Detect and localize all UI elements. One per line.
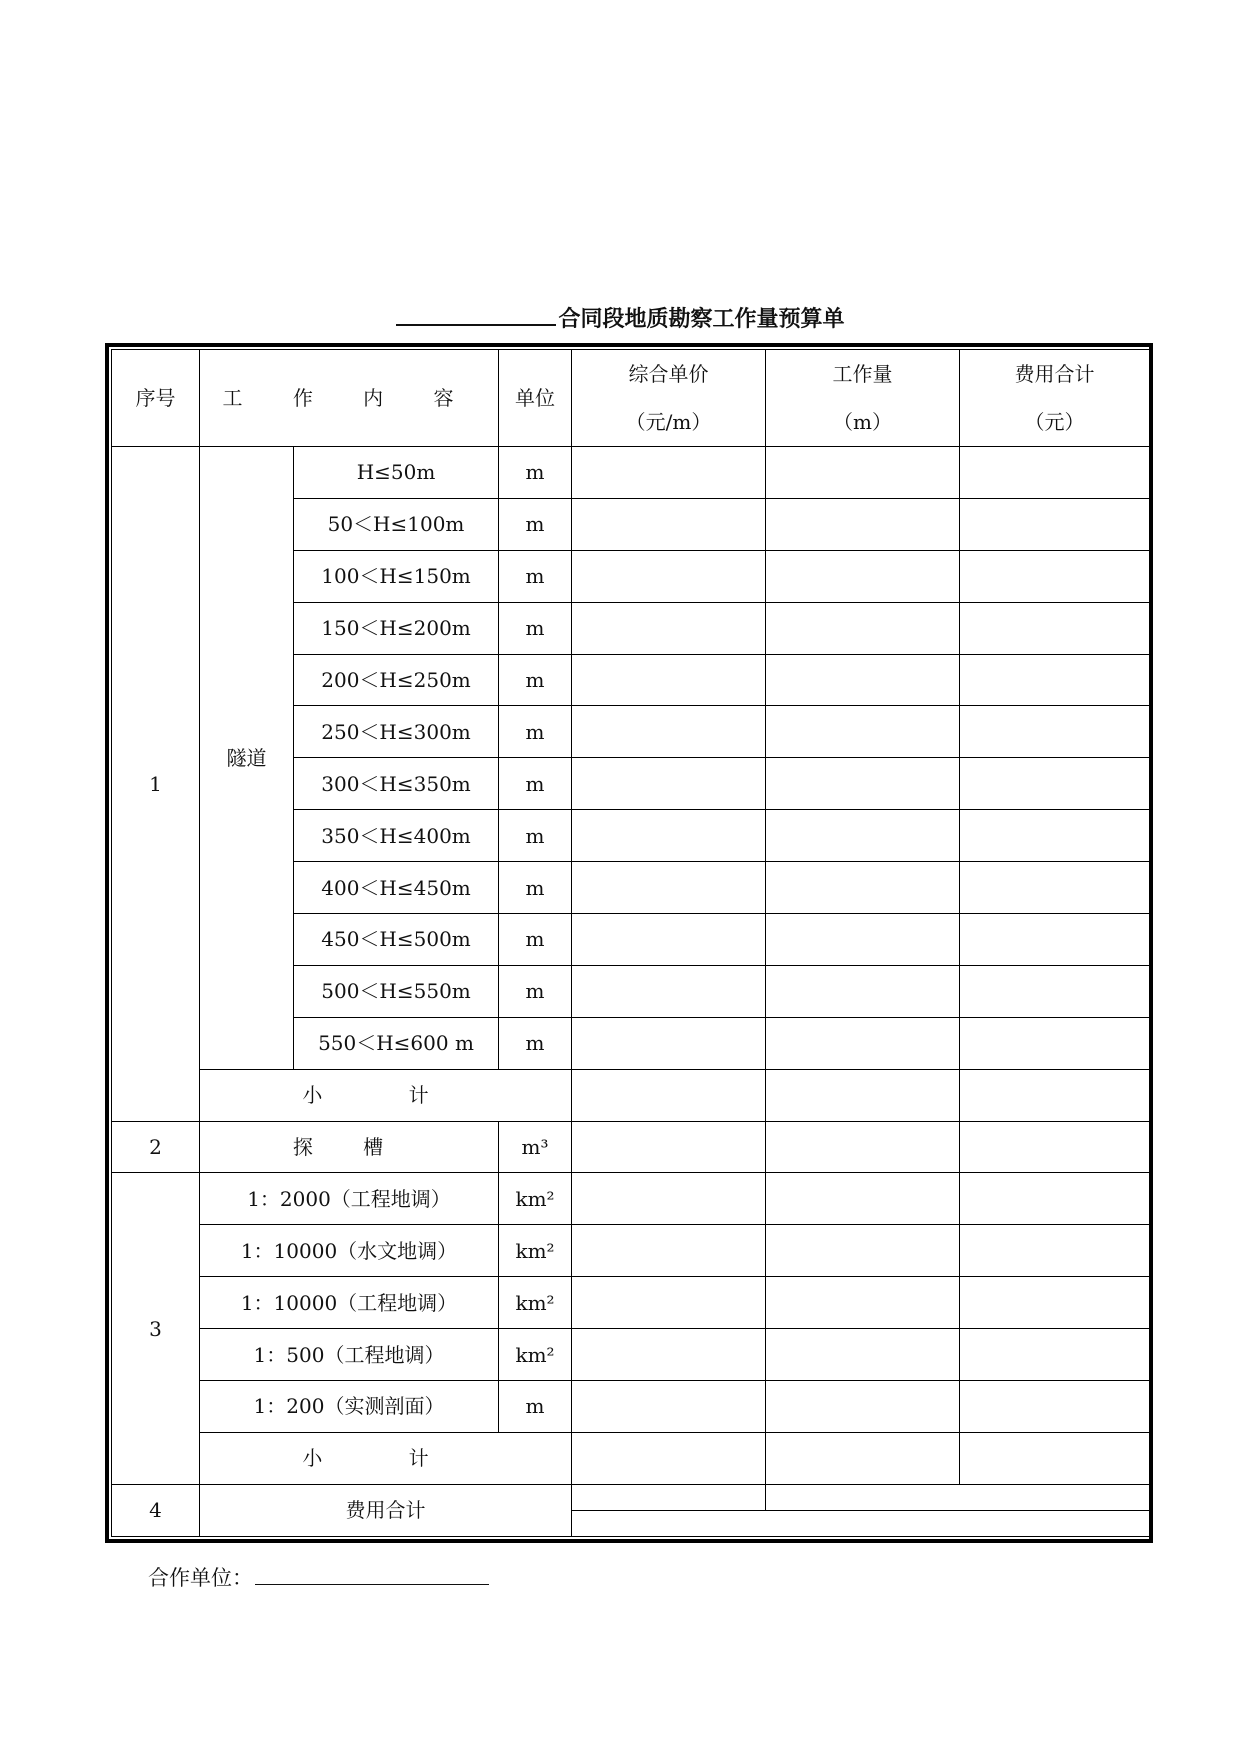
row-item: 350＜H≤400m [294, 810, 499, 862]
row-unit: m [499, 965, 572, 1017]
quantity-cell[interactable] [766, 1121, 960, 1173]
price-cell[interactable] [572, 1173, 766, 1225]
row-item: 1：500（工程地调） [200, 1329, 499, 1381]
cost-cell[interactable] [960, 447, 1150, 499]
quantity-cell[interactable] [766, 1432, 960, 1484]
quantity-cell[interactable] [766, 654, 960, 706]
price-cell[interactable] [572, 965, 766, 1017]
row-unit: m [499, 1381, 572, 1433]
title-blank-line[interactable] [396, 306, 556, 326]
row-unit: km² [499, 1225, 572, 1277]
quantity-cell[interactable] [766, 810, 960, 862]
price-cell[interactable] [572, 1381, 766, 1433]
quantity-cell[interactable] [766, 914, 960, 966]
price-cell[interactable] [572, 810, 766, 862]
row-item: H≤50m [294, 447, 499, 499]
header-row [112, 350, 1150, 447]
row-item: 1：200（实测剖面） [200, 1381, 499, 1433]
price-cell[interactable] [572, 1277, 766, 1329]
price-cell[interactable] [572, 706, 766, 758]
price-cell[interactable] [572, 1121, 766, 1173]
price-cell[interactable] [572, 1225, 766, 1277]
header-unit: 单位 [499, 350, 572, 447]
section4-item: 费用合计 [200, 1484, 572, 1536]
table-row [112, 1225, 1150, 1277]
cost-cell[interactable] [960, 1432, 1150, 1484]
row-item: 300＜H≤350m [294, 758, 499, 810]
form-title-text: 合同段地质勘察工作量预算单 [558, 307, 845, 332]
row-item: 550＜H≤600 m [294, 1017, 499, 1069]
cost-cell[interactable] [960, 654, 1150, 706]
row-unit: m [499, 498, 572, 550]
section2-seq: 2 [112, 1121, 200, 1173]
total-row [112, 1484, 1150, 1510]
row-unit: m [499, 602, 572, 654]
price-cell[interactable] [572, 758, 766, 810]
header-price: 综合单价 （元/m） [572, 350, 766, 447]
table-row [112, 1381, 1150, 1433]
row-unit: m [499, 862, 572, 914]
row-unit: m [499, 810, 572, 862]
quantity-cell[interactable] [766, 602, 960, 654]
quantity-cell[interactable] [766, 1069, 960, 1121]
price-cell[interactable] [572, 654, 766, 706]
row-unit: m [499, 914, 572, 966]
partner-unit-label: 合作单位： [148, 1566, 253, 1590]
row-item: 400＜H≤450m [294, 862, 499, 914]
quantity-cell[interactable] [766, 1173, 960, 1225]
row-unit: m [499, 654, 572, 706]
quantity-cell[interactable] [766, 965, 960, 1017]
quantity-cell[interactable] [766, 550, 960, 602]
table-row [112, 447, 1150, 499]
table-row [112, 1173, 1150, 1225]
price-cell[interactable] [572, 862, 766, 914]
row-item: 1：10000（水文地调） [200, 1225, 499, 1277]
cost-cell[interactable] [960, 810, 1150, 862]
quantity-cell[interactable] [766, 1277, 960, 1329]
row-item: 250＜H≤300m [294, 706, 499, 758]
quantity-cell[interactable] [766, 1017, 960, 1069]
row-item: 200＜H≤250m [294, 654, 499, 706]
section1-seq: 1 [112, 447, 200, 1122]
price-cell[interactable] [572, 1329, 766, 1381]
cost-cell[interactable] [960, 862, 1150, 914]
cost-cell[interactable] [960, 965, 1150, 1017]
total-cell-c[interactable] [572, 1510, 1150, 1536]
quantity-cell[interactable] [766, 1329, 960, 1381]
cost-cell[interactable] [960, 1381, 1150, 1433]
row-unit: m [499, 1017, 572, 1069]
cost-cell[interactable] [960, 758, 1150, 810]
row-unit: km² [499, 1329, 572, 1381]
table-row [112, 1277, 1150, 1329]
row-unit: m [499, 447, 572, 499]
cost-cell[interactable] [960, 498, 1150, 550]
price-cell[interactable] [572, 1432, 766, 1484]
cost-cell[interactable] [960, 550, 1150, 602]
row-item: 1：2000（工程地调） [200, 1173, 499, 1225]
subtotal-row [112, 1069, 1150, 1121]
subtotal-row [112, 1432, 1150, 1484]
cost-cell[interactable] [960, 1121, 1150, 1173]
row-item: 50＜H≤100m [294, 498, 499, 550]
price-cell[interactable] [572, 602, 766, 654]
row-item: 100＜H≤150m [294, 550, 499, 602]
header-content: 工 作 内 容 [200, 350, 499, 447]
price-cell[interactable] [572, 1069, 766, 1121]
quantity-cell[interactable] [766, 1225, 960, 1277]
section2-item: 探 槽 [200, 1121, 499, 1173]
row-unit: m³ [499, 1121, 572, 1173]
section3-subtotal: 小 计 [200, 1432, 572, 1484]
partner-unit [148, 1562, 489, 1592]
cost-cell[interactable] [960, 914, 1150, 966]
partner-unit-blank-line[interactable] [255, 1566, 489, 1585]
quantity-cell[interactable] [766, 498, 960, 550]
row-item: 1：10000（工程地调） [200, 1277, 499, 1329]
price-cell[interactable] [572, 914, 766, 966]
section4-seq: 4 [112, 1484, 200, 1536]
row-unit: m [499, 550, 572, 602]
quantity-cell[interactable] [766, 862, 960, 914]
cost-cell[interactable] [960, 1329, 1150, 1381]
cost-cell[interactable] [960, 1017, 1150, 1069]
cost-cell[interactable] [960, 706, 1150, 758]
cost-cell[interactable] [960, 1277, 1150, 1329]
quantity-cell[interactable] [766, 1381, 960, 1433]
quantity-cell[interactable] [766, 758, 960, 810]
form-title [0, 302, 1241, 333]
row-item: 500＜H≤550m [294, 965, 499, 1017]
price-cell[interactable] [572, 447, 766, 499]
price-cell[interactable] [572, 1017, 766, 1069]
section3-seq: 3 [112, 1173, 200, 1484]
row-unit: m [499, 706, 572, 758]
quantity-cell[interactable] [766, 447, 960, 499]
row-unit: km² [499, 1173, 572, 1225]
total-cell-b[interactable] [766, 1484, 1150, 1510]
total-cell-a[interactable] [572, 1484, 766, 1510]
header-quantity: 工作量 （m） [766, 350, 960, 447]
table-row [112, 1329, 1150, 1381]
cost-cell[interactable] [960, 1173, 1150, 1225]
header-seq: 序号 [112, 350, 200, 447]
table-row [112, 1121, 1150, 1173]
section1-group: 隧道 [200, 447, 294, 1070]
price-cell[interactable] [572, 550, 766, 602]
cost-cell[interactable] [960, 602, 1150, 654]
budget-table [111, 349, 1150, 1537]
row-unit: km² [499, 1277, 572, 1329]
row-item: 450＜H≤500m [294, 914, 499, 966]
cost-cell[interactable] [960, 1225, 1150, 1277]
row-item: 150＜H≤200m [294, 602, 499, 654]
quantity-cell[interactable] [766, 706, 960, 758]
row-unit: m [499, 758, 572, 810]
cost-cell[interactable] [960, 1069, 1150, 1121]
price-cell[interactable] [572, 498, 766, 550]
section1-subtotal: 小 计 [200, 1069, 572, 1121]
budget-table-frame [105, 343, 1153, 1543]
header-cost: 费用合计 （元） [960, 350, 1150, 447]
